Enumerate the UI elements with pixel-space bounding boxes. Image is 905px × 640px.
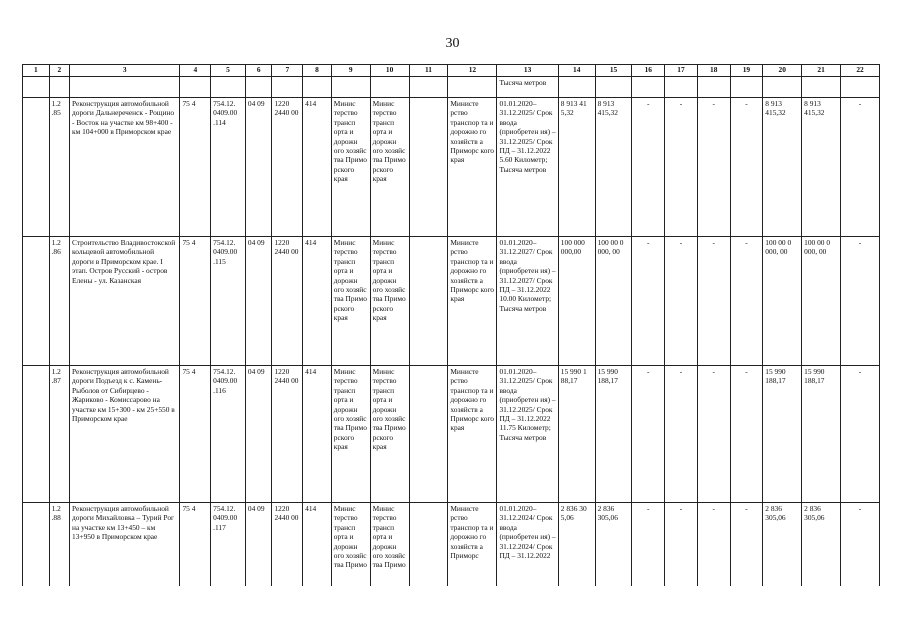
cell-col10: Минис терство трансп орта и дорожн ого хозяйс тва Примо — [370, 503, 409, 587]
header-cell: 9 — [331, 65, 370, 77]
cell-col19: - — [730, 98, 763, 237]
table-row — [23, 503, 880, 587]
cell-col14: 100 000 000,00 — [558, 237, 595, 366]
header-cell: 2 — [49, 65, 69, 77]
cell-col12: Министе рство транспор та и дорожно го хозяйств а Приморс кого края — [448, 98, 497, 237]
header-cell: 4 — [180, 65, 211, 77]
header-cell: 19 — [730, 65, 763, 77]
cell-col19: - — [730, 503, 763, 587]
header-cell: 10 — [370, 65, 409, 77]
cell-col22: - — [841, 98, 880, 237]
cell-col15: 15 990 188,17 — [595, 366, 632, 503]
row-number: 1.2 .85 — [49, 98, 69, 237]
cell-col6: 04 09 — [245, 237, 272, 366]
budget-table — [22, 64, 880, 586]
cell-col9: Минис терство трансп орта и дорожн ого хозяйс тва Примо — [331, 503, 370, 587]
cell-col20: 15 990 188,17 — [763, 366, 802, 503]
cell-col10: Минис терство трансп орта и дорожн ого хозяйс тва Примо рского края — [370, 366, 409, 503]
cell-col4: 75 4 — [180, 98, 211, 237]
cell-col6: 04 09 — [245, 503, 272, 587]
cell-col21: 8 913 415,32 — [802, 98, 841, 237]
cell-col9: Минис терство трансп орта и дорожн ого хозяйс тва Примо рского края — [331, 98, 370, 237]
cell-col18: - — [697, 98, 730, 237]
header-cell: 22 — [841, 65, 880, 77]
cell-col15: 8 913 415,32 — [595, 98, 632, 237]
cell-col14: 15 990 1 88,17 — [558, 366, 595, 503]
cell-col8: 414 — [303, 237, 332, 366]
cell-col13: 01.01.2020– 31.12.2025/ Срок ввода (приобретен ия) – 31.12.2025/ Срок ПД – 31.12.2022 5.60 Километр; Тысяча метров — [497, 98, 558, 237]
cell-col17: - — [665, 98, 698, 237]
cell-col16: - — [632, 503, 665, 587]
cell-col20: 8 913 415,32 — [763, 98, 802, 237]
header-cell: 17 — [665, 65, 698, 77]
header-cell: 13 — [497, 65, 558, 77]
cell-col21: 100 00 0 000, 00 — [802, 237, 841, 366]
header-cell: 15 — [595, 65, 632, 77]
cell-col9: Минис терство трансп орта и дорожн ого хозяйс тва Примо рского края — [331, 366, 370, 503]
cell-col10: Минис терство трансп орта и дорожн ого хозяйс тва Примо рского края — [370, 98, 409, 237]
cell-col20: 100 00 0 000, 00 — [763, 237, 802, 366]
cell-col19: - — [730, 237, 763, 366]
table-row — [23, 237, 880, 366]
cell-col22: - — [841, 237, 880, 366]
cell-col4: 75 4 — [180, 237, 211, 366]
cell-col8: 414 — [303, 503, 332, 587]
cell-col11 — [409, 237, 448, 366]
cell-col8: 414 — [303, 366, 332, 503]
cell-col7: 1220 2440 00 — [272, 366, 303, 503]
header-cell: 3 — [70, 65, 180, 77]
cell-col6: 04 09 — [245, 98, 272, 237]
cell-col12: Министе рство транспор та и дорожно го хозяйств а Приморс — [448, 503, 497, 587]
header-cell: 6 — [245, 65, 272, 77]
cell-col5: 754.12. 0409.00 .116 — [211, 366, 246, 503]
cell-col15: 2 836 305,06 — [595, 503, 632, 587]
cell-col16: - — [632, 366, 665, 503]
cell-col18: - — [697, 366, 730, 503]
cell-col14: 2 836 30 5,06 — [558, 503, 595, 587]
cell-col10: Минис терство трансп орта и дорожн ого хозяйс тва Примо рского края — [370, 237, 409, 366]
object-name: Реконструкция автомобильной дороги Дальнереченск - Рощино - Восток на участке км 98+400 - км 104+000 в Приморском крае — [70, 98, 180, 237]
cell-col22: - — [841, 503, 880, 587]
row-number: 1.2 .88 — [49, 503, 69, 587]
cell-col17: - — [665, 366, 698, 503]
cell-col20: 2 836 305,06 — [763, 503, 802, 587]
header-row — [23, 65, 880, 77]
cell-col7: 1220 2440 00 — [272, 503, 303, 587]
header-cell: 16 — [632, 65, 665, 77]
header-cell: 11 — [409, 65, 448, 77]
object-name: Строительство Владивостокской кольцевой автомобильной дороги в Приморском крае. I этап. Остров Русский - остров Елены - ул. Казанская — [70, 237, 180, 366]
cell-col16: - — [632, 237, 665, 366]
cell-col5: 754.12. 0409.00 .114 — [211, 98, 246, 237]
cell-col4: 75 4 — [180, 503, 211, 587]
cell-col21: 15 990 188,17 — [802, 366, 841, 503]
cell-col19: - — [730, 366, 763, 503]
object-name: Реконструкция автомобильной дороги Михайловка – Турий Рог на участке км 13+450 – км 13+950 в Приморском крае — [70, 503, 180, 587]
cell-col21: 2 836 305,06 — [802, 503, 841, 587]
row-number: 1.2 .87 — [49, 366, 69, 503]
cell-col7: 1220 2440 00 — [272, 237, 303, 366]
header-cell: 14 — [558, 65, 595, 77]
cell-col9: Минис терство трансп орта и дорожн ого хозяйс тва Примо рского края — [331, 237, 370, 366]
continuation-row — [23, 77, 880, 98]
cell-col17: - — [665, 237, 698, 366]
cell-col11 — [409, 366, 448, 503]
cell-col13: 01.01.2020– 31.12.2025/ Срок ввода (приобретен ия) – 31.12.2025/ Срок ПД – 31.12.2022 11.75 Километр; Тысяча метров — [497, 366, 558, 503]
cell-col15: 100 00 0 000, 00 — [595, 237, 632, 366]
header-cell: 8 — [303, 65, 332, 77]
cell-col14: 8 913 41 5,32 — [558, 98, 595, 237]
cell-col7: 1220 2440 00 — [272, 98, 303, 237]
page-number: 30 — [445, 36, 460, 51]
header-cell: 5 — [211, 65, 246, 77]
cell-col8: 414 — [303, 98, 332, 237]
cell-col5: 754.12. 0409.00 .115 — [211, 237, 246, 366]
cell-col16: - — [632, 98, 665, 237]
cell-col5: 754.12. 0409.00 .117 — [211, 503, 246, 587]
cell-col13: 01.01.2020– 31.12.2024/ Срок ввода (приобретен ия) – 31.12.2024/ Срок ПД – 31.12.2022 — [497, 503, 558, 587]
cell-col18: - — [697, 237, 730, 366]
header-cell: 12 — [448, 65, 497, 77]
header-cell: 18 — [697, 65, 730, 77]
cell-col12: Министе рство транспор та и дорожно го хозяйств а Приморс кого края — [448, 237, 497, 366]
cell-col18: - — [697, 503, 730, 587]
cell-col11 — [409, 98, 448, 237]
header-cell: 21 — [802, 65, 841, 77]
cell-col6: 04 09 — [245, 366, 272, 503]
header-cell: 20 — [763, 65, 802, 77]
table-row — [23, 366, 880, 503]
header-cell: 7 — [272, 65, 303, 77]
cell-col12: Министе рство транспор та и дорожно го хозяйств а Приморс кого края — [448, 366, 497, 503]
budget-table-container — [22, 64, 880, 586]
cell-col4: 75 4 — [180, 366, 211, 503]
cell-col22: - — [841, 366, 880, 503]
continuation-cell: Тысяча метров — [497, 77, 558, 98]
row-number: 1.2 .86 — [49, 237, 69, 366]
cell-col17: - — [665, 503, 698, 587]
header-cell: 1 — [23, 65, 50, 77]
cell-col13: 01.01.2020– 31.12.2027/ Срок ввода (приобретен ия) – 31.12.2027/ Срок ПД – 31.12.2022 10.00 Километр; Тысяча метров — [497, 237, 558, 366]
table-row — [23, 98, 880, 237]
object-name: Реконструкция автомобильной дороги Подъезд к с. Камень-Рыболов от Сибирцево - Жариково - Комиссарово на участке км 15+300 - км 25+550 в Приморском крае — [70, 366, 180, 503]
cell-col11 — [409, 503, 448, 587]
